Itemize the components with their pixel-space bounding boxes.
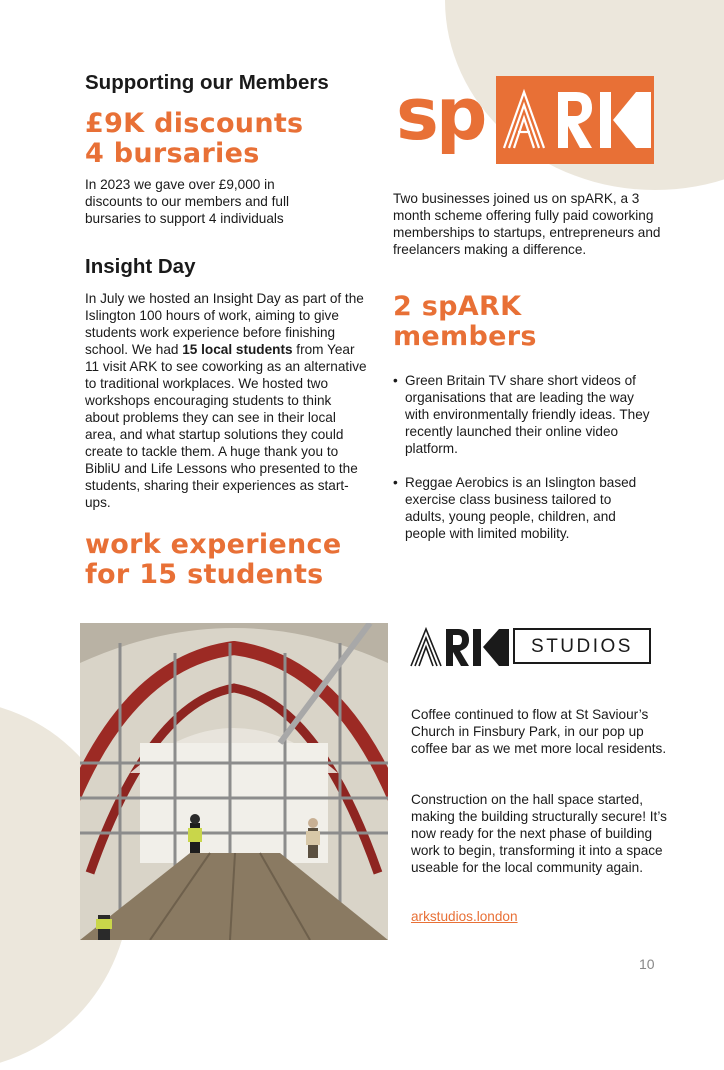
spark-headline-line2: members (393, 321, 537, 352)
spark-member-item (393, 372, 655, 457)
bullet-icon: • (393, 373, 398, 388)
spark-intro: Two businesses joined us on spARK, a 3 month scheme offering fully paid coworking memberships to startups, entrepreneurs and freelancers making a difference. (393, 191, 661, 257)
insight-headline-line1: work experience (85, 529, 342, 560)
spark-headline (393, 292, 537, 352)
spark-ark-letters-graphic (496, 76, 654, 164)
members-headline (85, 109, 303, 169)
construction-photo (80, 623, 388, 940)
insight-headline-line2: for 15 students (85, 559, 324, 590)
spark-logo-sp: sp (396, 72, 485, 156)
members-headline-line2: 4 bursaries (85, 138, 260, 169)
spark-member-text: Reggae Aerobics is an Islington based exercise class business tailored to adults, young people, children, and people with limited mobility. (405, 475, 637, 541)
studios-logo-text: STUDIOS (531, 636, 633, 657)
studios-para-2: Construction on the hall space started, making the building structurally secure! It’s now ready for the next phase of building work to begin, transforming it into a space useable for the local community again. (411, 792, 667, 875)
ark-logo-letters-graphic (410, 626, 510, 668)
church-scaffolding-image (80, 623, 388, 940)
insight-body (85, 290, 369, 511)
spark-logo-ark-box (496, 76, 654, 164)
insight-headline (85, 530, 341, 590)
bullet-icon: • (393, 475, 398, 490)
members-section-title: Supporting our Members (85, 71, 329, 94)
spark-logo (396, 72, 654, 164)
ark-studios-logo (410, 626, 654, 668)
members-body: In 2023 we gave over £9,000 in discounts to our members and full bursaries to support 4 individuals (85, 177, 290, 226)
insight-body-text-1: In July we hosted an Insight Day as part of the Islington 100 hours of work, aiming to give students work experience before finishing school. We had (85, 291, 364, 357)
spark-headline-line1: 2 spARK (393, 291, 522, 322)
page-number: 10 (639, 956, 655, 972)
insight-section-title: Insight Day (85, 255, 196, 278)
spark-member-item (393, 474, 655, 542)
studios-para-1: Coffee continued to flow at St Saviour’s Church in Finsbury Park, in our pop up coffee bar as we met more local residents. (411, 707, 667, 756)
spark-member-list (393, 372, 655, 559)
studios-box (513, 628, 651, 664)
arkstudios-link[interactable]: arkstudios.london (411, 909, 518, 924)
spark-member-text: Green Britain TV share short videos of organisations that are leading the way with environmentally friendly ideas. They recently launched their online video platform. (405, 373, 650, 456)
members-headline-line1: £9K discounts (85, 108, 304, 139)
insight-body-bold: 15 local students (182, 342, 293, 357)
insight-body-text-2: from Year 11 visit ARK to see coworking as an alternative to traditional workplaces. We hosted two workshops encouraging students to think about problems they can see in their local area, and what startup solutions they could create to tackle them. A huge thank you to BibliU and Life Lessons who presented to the students, sharing their experiences as start-ups. (85, 342, 367, 510)
